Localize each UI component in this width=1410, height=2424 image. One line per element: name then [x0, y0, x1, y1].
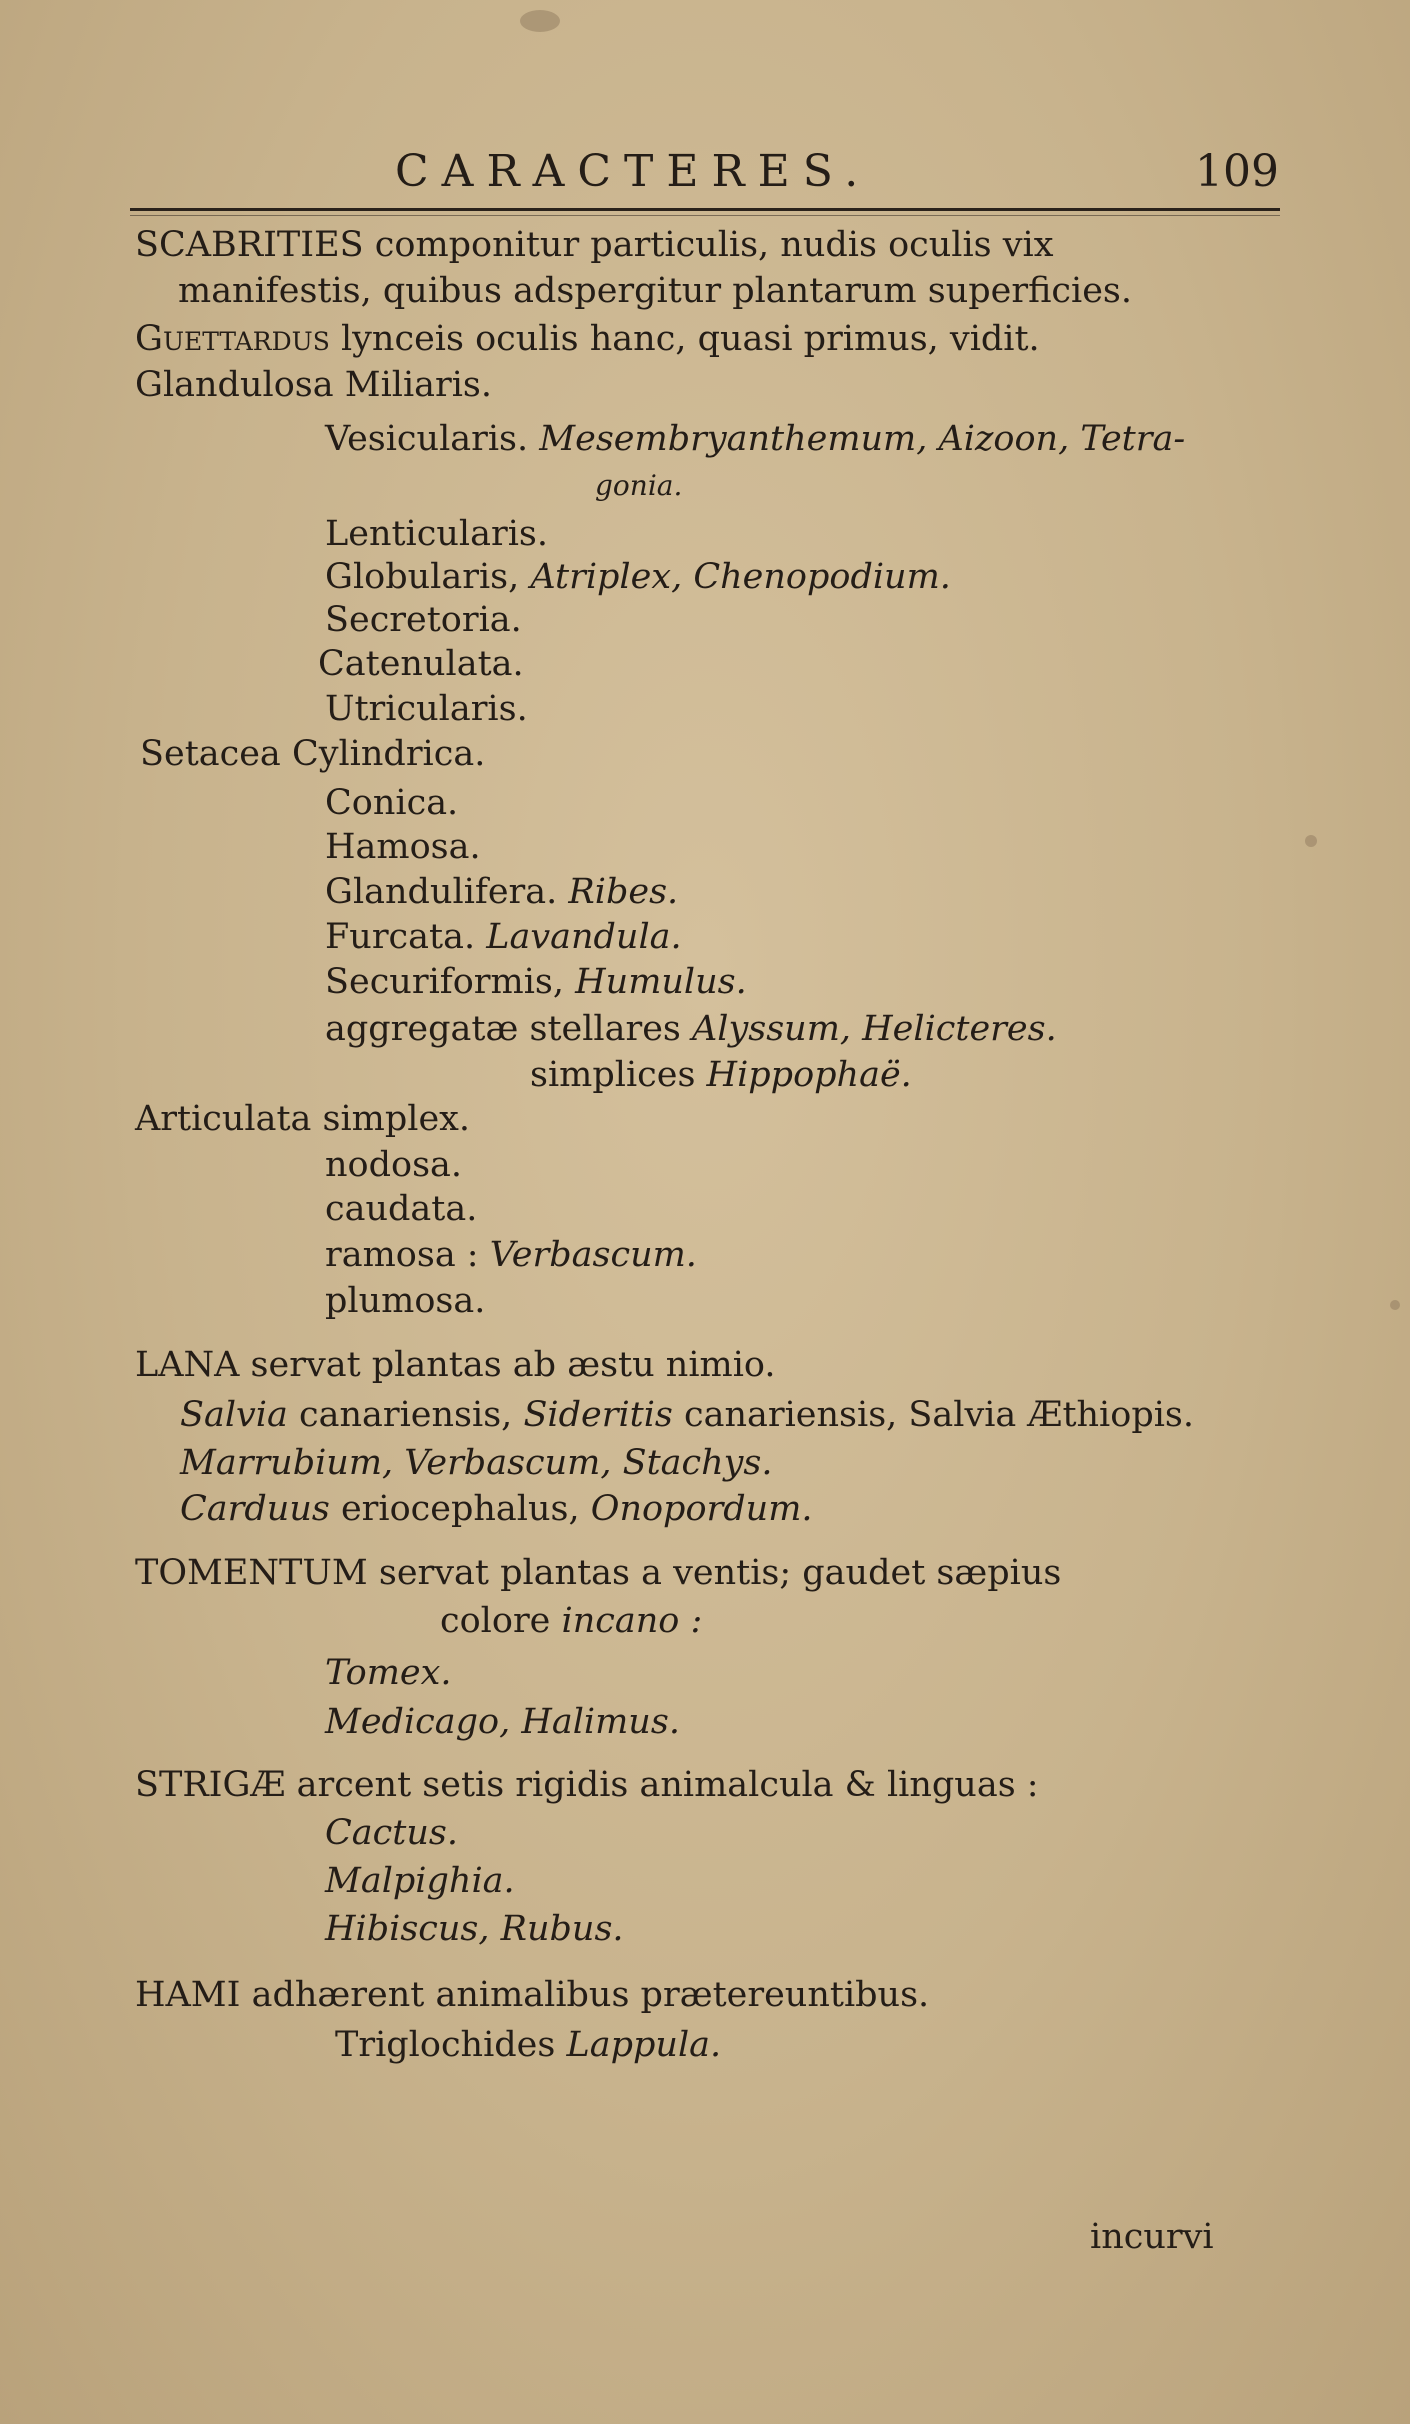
- text-segment: componitur particulis, nudis oculis vix: [363, 225, 1054, 265]
- author-name: Guettardus: [135, 319, 330, 359]
- ramosa-line: [325, 1235, 697, 1275]
- genus-name: Salvia: [180, 1395, 288, 1435]
- genus-name: Onopordum.: [590, 1489, 813, 1529]
- item-examples: Alyssum, Helicteres.: [692, 1009, 1057, 1049]
- lana-line-1: LANA servat plantas ab æstu nimio.: [135, 1345, 776, 1385]
- setacea-line: [140, 734, 486, 774]
- catenulata-line: Catenulata.: [318, 644, 524, 684]
- glandulifera-line: [325, 872, 679, 912]
- articulata-line: Articulata simplex.: [135, 1099, 471, 1139]
- item-heading: Setacea: [140, 734, 281, 774]
- tomentum-line-1: TOMENTUM servat plantas a ventis; gaudet sæpius: [135, 1553, 1062, 1593]
- tomentum-line-4: Medicago, Halimus.: [325, 1702, 680, 1742]
- item-label: Furcata.: [325, 917, 487, 957]
- strigae-line-3: Malpighia.: [325, 1861, 515, 1901]
- strigae-line-1: STRIGÆ arcent setis rigidis animalcula & linguas :: [135, 1765, 1039, 1805]
- catchword: incurvi: [1090, 2217, 1214, 2257]
- item-examples: Humulus.: [575, 962, 747, 1002]
- item-examples: Ribes.: [568, 872, 679, 912]
- item-label: Cylindrica.: [280, 734, 486, 774]
- hami-line-2: [335, 2025, 722, 2065]
- lana-line-2: [180, 1395, 1195, 1435]
- item-label: Glandulifera.: [325, 872, 569, 912]
- securiformis-line: [325, 962, 747, 1002]
- simplices-line: [530, 1055, 912, 1095]
- heading-scabrities: SCABRITIES: [135, 225, 364, 265]
- utricularis-line: Utricularis.: [325, 689, 528, 729]
- plumosa-line: plumosa.: [325, 1281, 486, 1321]
- item-examples: Verbascum.: [489, 1235, 697, 1275]
- hami-line-1: HAMI adhærent animalibus prætereuntibus.: [135, 1975, 930, 2015]
- glandulosa-line: Glandulosa Miliaris.: [135, 365, 493, 405]
- secretoria-line: Secretoria.: [325, 600, 522, 640]
- tomentum-line-2: [440, 1601, 703, 1641]
- nodosa-line: nodosa.: [325, 1145, 463, 1185]
- paper-stain: [520, 10, 560, 32]
- furcata-line: [325, 917, 682, 957]
- header-rule-thin: [130, 215, 1280, 216]
- scabrities-line-3: [135, 319, 1040, 359]
- text-segment: lynceis oculis hanc, quasi primus, vidit.: [329, 319, 1040, 359]
- item-label: ramosa :: [325, 1235, 490, 1275]
- item-examples: Atriplex, Chenopodium.: [530, 557, 951, 597]
- strigae-line-4: Hibiscus, Rubus.: [325, 1909, 624, 1949]
- scabrities-line-2: manifestis, quibus adspergitur plantarum superficies.: [178, 271, 1133, 311]
- vesicularis-cont: gonia.: [595, 469, 683, 502]
- text-segment: canariensis,: [287, 1395, 524, 1435]
- text-segment: Triglochides: [335, 2025, 567, 2065]
- item-examples: Lavandula.: [486, 917, 682, 957]
- paper-stain: [1305, 835, 1317, 847]
- strigae-line-2: Cactus.: [325, 1813, 458, 1853]
- page-number: 109: [1195, 146, 1279, 197]
- text-segment: colore: [440, 1601, 562, 1641]
- item-examples: Hippophaë.: [706, 1055, 912, 1095]
- text-segment: canariensis, Salvia Æthiopis.: [672, 1395, 1195, 1435]
- tomentum-line-3: Tomex.: [325, 1653, 452, 1693]
- genus-name: Lappula.: [566, 2025, 722, 2065]
- conica-line: Conica.: [325, 783, 459, 823]
- running-head-title: CARACTERES.: [395, 146, 872, 197]
- item-label: Securiformis,: [325, 962, 576, 1002]
- lana-line-3: Marrubium, Verbascum, Stachys.: [180, 1443, 773, 1483]
- paper-stain: [1390, 1300, 1400, 1310]
- genus-name: Carduus: [180, 1489, 330, 1529]
- lenticularis-line: Lenticularis.: [325, 514, 548, 554]
- header-rule: [130, 208, 1280, 211]
- item-examples: Mesembryanthemum, Aizoon, Tetra-: [539, 419, 1186, 459]
- item-label: aggregatæ stellares: [325, 1009, 693, 1049]
- text-segment: incano :: [561, 1601, 703, 1641]
- genus-name: Sideritis: [523, 1395, 673, 1435]
- scabrities-line-1: [135, 225, 1054, 265]
- aggregatae-line: [325, 1009, 1057, 1049]
- caudata-line: caudata.: [325, 1189, 478, 1229]
- item-label: Globularis,: [325, 557, 531, 597]
- globularis-line: [325, 557, 951, 597]
- text-segment: eriocephalus,: [329, 1489, 591, 1529]
- hamosa-line: Hamosa.: [325, 827, 481, 867]
- item-label: simplices: [530, 1055, 707, 1095]
- item-label: Vesicularis.: [325, 419, 540, 459]
- vesicularis-line: [325, 419, 1186, 459]
- lana-line-4: [180, 1489, 813, 1529]
